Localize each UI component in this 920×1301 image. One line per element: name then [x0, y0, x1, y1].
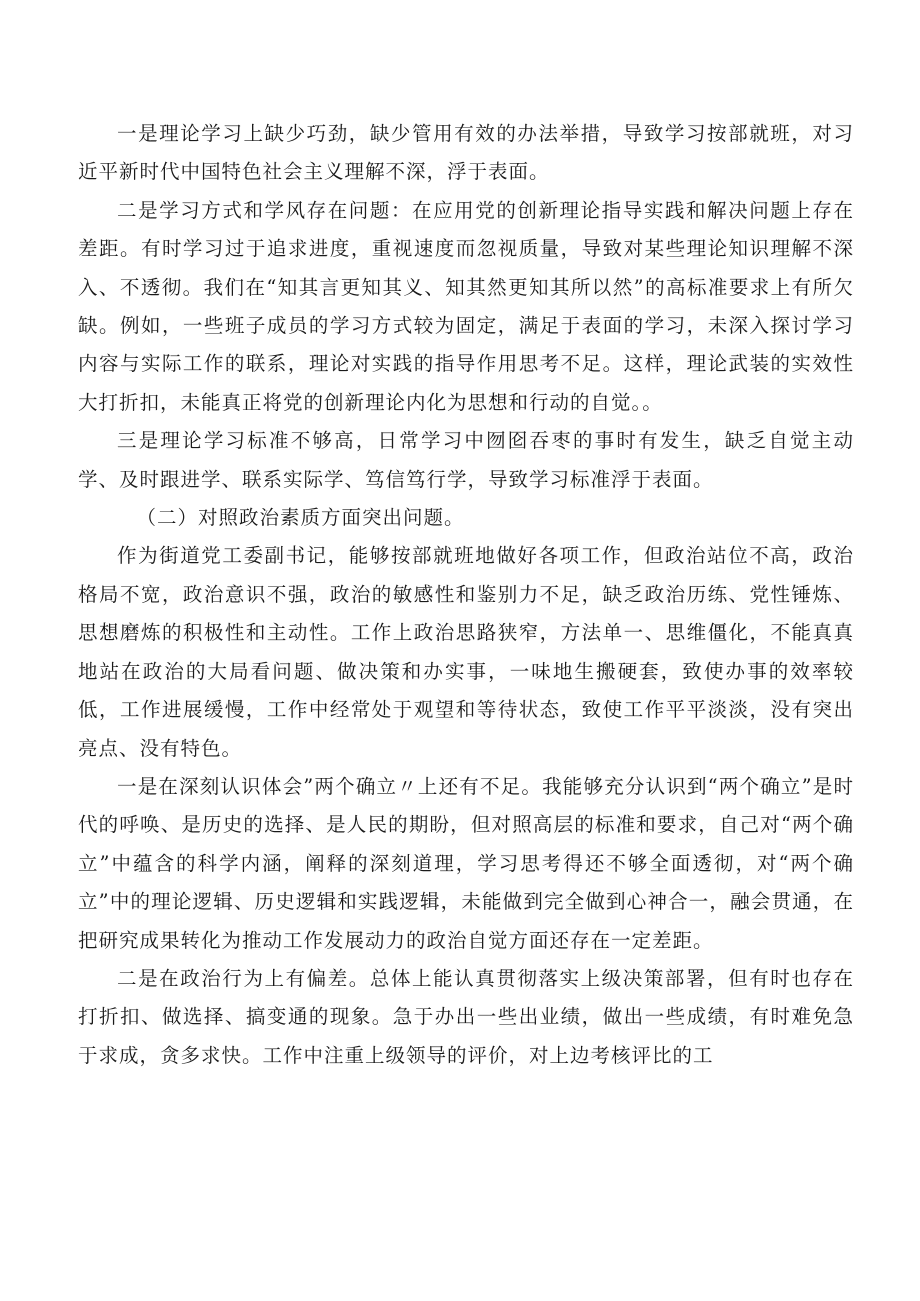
paragraph-study-standard: 三是理论学习标准不够高，日常学习中囫囵吞枣的事时有发生，缺乏自觉主动学、及时跟进学、联系实际学、笃信笃行学，导致学习标准浮于表面。: [78, 429, 854, 491]
paragraph-theory-study: 一是理论学习上缺少巧劲，缺少管用有效的办法举措，导致学习按部就班，对习近平新时代中国特色社会主义理解不深，浮于表面。: [78, 122, 854, 184]
paragraph-study-style: 二是学习方式和学风存在问题：在应用党的创新理论指导实践和解决问题上存在差距。有时学习过于追求进度，重视速度而忽视质量，导致对某些理论知识理解不深入、不透彻。我们在“知其言更知其义、知其然更知其所以然”的高标准要求上有所欠缺。例如，一些班子成员的学习方式较为固定，满足于表面的学习，未深入探讨学习内容与实际工作的联系，理论对实践的指导作用思考不足。这样，理论武装的实效性大打折扣，未能真正将党的创新理论内化为思想和行动的自觉。。: [78, 198, 854, 414]
paragraph-political-behavior: 二是在政治行为上有偏差。总体上能认真贯彻落实上级决策部署，但有时也存在打折扣、做选择、搞变通的现象。急于办出一些出业绩，做出一些成绩，有时难免急于求成，贪多求快。工作中注重上级领导的评价，对上边考核评比的工: [78, 966, 854, 1067]
paragraph-political-quality: 作为街道党工委副书记，能够按部就班地做好各项工作，但政治站位不高，政治格局不宽，政治意识不强，政治的敏感性和鉴别力不足，缺乏政治历练、党性锤炼、思想磨炼的积极性和主动性。工作上政治思路狭窄，方法单一、思维僵化，不能真真地站在政治的大局看问题、做决策和办实事，一味地生搬硬套，致使办事的效率较低，工作进展缓慢，工作中经常处于观望和等待状态，致使工作平平淡淡，没有突出亮点、没有特色。: [78, 544, 854, 760]
section-heading-political-quality: （二）对照政治素质方面突出问题。: [136, 506, 465, 530]
document-body: [78, 115, 854, 1075]
paragraph-two-establishments: 一是在深刻认识体会”两个确立〃上还有不足。我能够充分认识到“两个确立”是时代的呼唤、是历史的选择、是人民的期盼，但对照高层的标准和要求，自己对“两个确立”中蕴含的科学内涵，阐释的深刻道理，学习思考得还不够全面透彻，对“两个确立”中的理论逻辑、历史逻辑和实践逻辑，未能做到完全做到心神合一，融会贯通，在把研究成果转化为推动工作发展动力的政治自觉方面还存在一定差距。: [78, 774, 854, 952]
